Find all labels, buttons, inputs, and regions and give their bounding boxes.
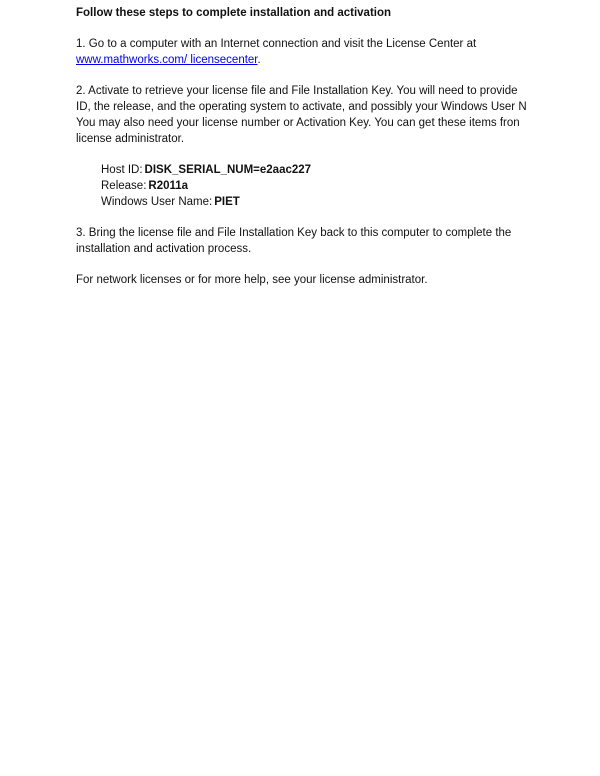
activation-details — [101, 162, 600, 210]
step-1-text: 1. Go to a computer with an Internet connection and visit the License Center at — [76, 38, 477, 50]
step-2-line-3: You may also need your license number or Activation Key. You can get these items fron — [76, 117, 520, 129]
windows-user-value: PIET — [214, 196, 240, 208]
step-3 — [76, 225, 600, 257]
step-2-line-1: 2. Activate to retrieve your license file and File Installation Key. You will need to provide — [76, 85, 518, 97]
windows-user-row — [101, 194, 600, 210]
step-2-line-2: ID, the release, and the operating system to activate, and possibly your Windows User N — [76, 101, 527, 113]
step-3-line-1: 3. Bring the license file and File Installation Key back to this computer to complete the — [76, 227, 512, 239]
step-3-line-2: installation and activation process. — [76, 243, 252, 255]
host-id-value: DISK_SERIAL_NUM=e2aac227 — [144, 164, 312, 176]
step-1 — [76, 36, 600, 68]
windows-user-label: Windows User Name: — [101, 196, 213, 208]
step-2 — [76, 83, 600, 147]
step-1-link-line — [76, 52, 600, 68]
footer-note-block — [76, 272, 600, 288]
instructions-content — [76, 5, 600, 303]
link-suffix: . — [257, 54, 261, 66]
host-id-row — [101, 162, 600, 178]
step-2-line-4: license administrator. — [76, 133, 185, 145]
footer-note: For network licenses or for more help, see your license administrator. — [76, 274, 428, 286]
release-value: R2011a — [148, 180, 189, 192]
host-id-label: Host ID: — [101, 164, 143, 176]
release-row — [101, 178, 600, 194]
license-center-link[interactable]: www.mathworks.com/ licensecenter — [76, 54, 258, 66]
page-title: Follow these steps to complete installation and activation — [76, 7, 392, 19]
release-label: Release: — [101, 180, 147, 192]
